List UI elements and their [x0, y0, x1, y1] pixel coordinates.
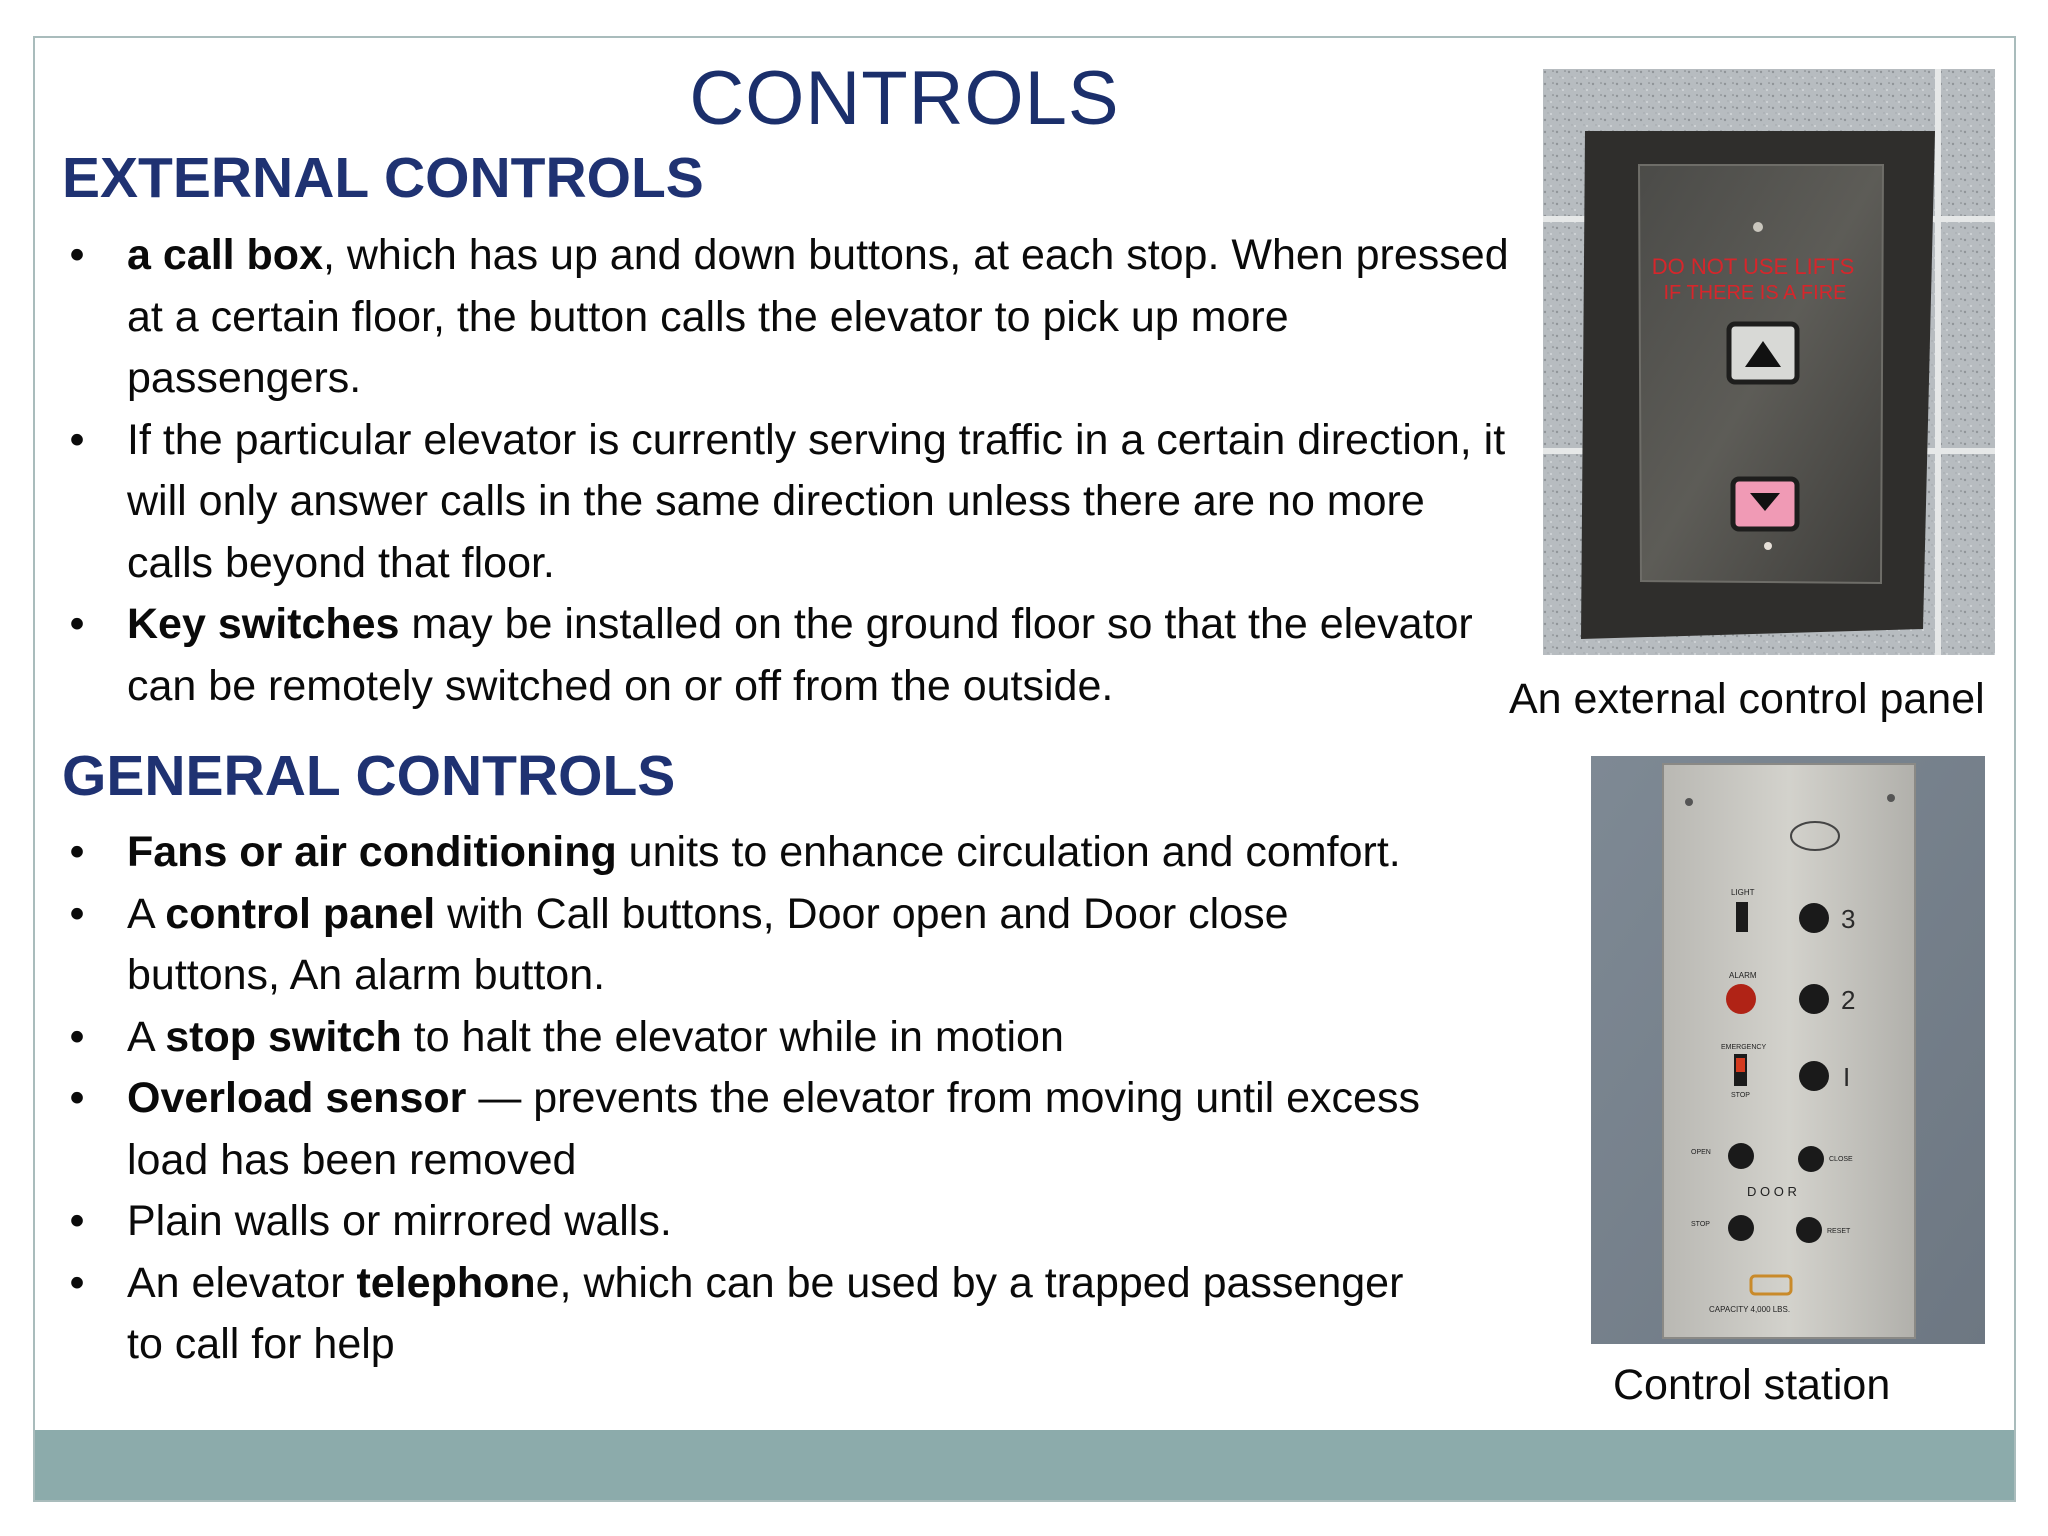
bullet-text: units to enhance circulation and comfort. [616, 828, 1401, 876]
footer-bar [35, 1430, 2014, 1500]
bullet-dot: • [69, 415, 85, 464]
bullet-dot: • [69, 600, 85, 648]
floor-1-label: I [1843, 1062, 1851, 1092]
external-controls-heading: EXTERNAL CONTROLS [62, 146, 704, 210]
alarm-label: ALARM [1729, 971, 1757, 980]
slide [33, 36, 2016, 1502]
door-close-label: CLOSE [1829, 1156, 1853, 1163]
floor-3-label: 3 [1841, 904, 1856, 934]
bullet-item [62, 1007, 1422, 1069]
external-control-panel-image [1543, 69, 1995, 655]
bullet-text: If the particular elevator is currently serving traffic in a certain direction, it will only answer calls in the same direction unless there are no more calls beyond that floor. [127, 415, 1506, 587]
bullet-bold: Key switches [127, 600, 400, 648]
bullet-prefix: An elevator [127, 1258, 357, 1307]
door-open-label: OPEN [1691, 1149, 1711, 1156]
stop-label: STOP [1731, 1092, 1750, 1099]
capacity-label: CAPACITY 4,000 LBS. [1709, 1305, 1791, 1314]
bullet-item [62, 1253, 1422, 1376]
floor-2-label: 2 [1841, 985, 1856, 1015]
bullet-text: Plain walls or mirrored walls. [127, 1197, 672, 1245]
reset-label: RESET [1827, 1228, 1851, 1235]
bullet-dot: • [69, 828, 85, 876]
stop2-label: STOP [1691, 1221, 1710, 1228]
bullet-prefix: A [127, 889, 166, 938]
sign-text-line1: DO NOT USE LIFTS [1651, 254, 1855, 279]
bullet-bold: control panel [165, 889, 436, 938]
bullet-dot: • [69, 1197, 85, 1245]
bullet-bold: stop switch [165, 1012, 402, 1061]
door-label: D O O R [1747, 1184, 1797, 1199]
bullet-text: , which has up and down buttons, at each stop. When pressed at a certain floor, the button calls the elevator to pick up more passengers. [127, 231, 1509, 402]
bullet-item [62, 1068, 1422, 1191]
bullet-item [62, 1191, 1422, 1253]
external-controls-list [62, 225, 1522, 717]
bullet-bold: Overload sensor [127, 1074, 467, 1122]
bullet-text: — prevents the elevator from moving until excess load has been removed [127, 1074, 1420, 1184]
emergency-label: EMERGENCY [1721, 1044, 1767, 1051]
bullet-bold: a call box [127, 231, 323, 279]
bullet-bold: Fans or air conditioning [127, 828, 617, 876]
bullet-dot: • [69, 1012, 85, 1061]
bullet-text: e, which can be used by a trapped passenger to call for help [127, 1258, 1404, 1368]
bullet-text: with Call buttons, Door open and Door close buttons, An alarm button. [127, 889, 1289, 999]
bullet-item [62, 884, 1422, 1007]
bullet-dot: • [69, 1258, 85, 1307]
general-controls-list [62, 822, 1422, 1376]
control-station-image [1591, 756, 1985, 1344]
bullet-item [62, 225, 1522, 410]
control-station-caption: Control station [1613, 1361, 1891, 1409]
up-arrow-icon [1729, 324, 1797, 382]
external-panel-caption: An external control panel [1509, 675, 1985, 723]
bullet-text: may be installed on the ground floor so that the elevator can be remotely switched on or off from the outside. [127, 600, 1473, 710]
bullet-dot: • [69, 889, 85, 938]
bullet-text: to halt the elevator while in motion [401, 1012, 1064, 1061]
bullet-prefix: A [127, 1012, 166, 1061]
bullet-dot: • [69, 1074, 85, 1122]
bullet-item [62, 594, 1522, 717]
sign-text-line2: IF THERE IS A FIRE [1663, 282, 1847, 304]
general-controls-heading: GENERAL CONTROLS [62, 744, 676, 808]
light-label: LIGHT [1731, 888, 1755, 897]
down-arrow-icon [1733, 479, 1797, 529]
slide-title: CONTROLS [689, 56, 1120, 141]
bullet-item [62, 822, 1422, 884]
bullet-item [62, 410, 1522, 595]
bullet-dot: • [69, 231, 85, 279]
bullet-bold: telephon [356, 1258, 536, 1307]
